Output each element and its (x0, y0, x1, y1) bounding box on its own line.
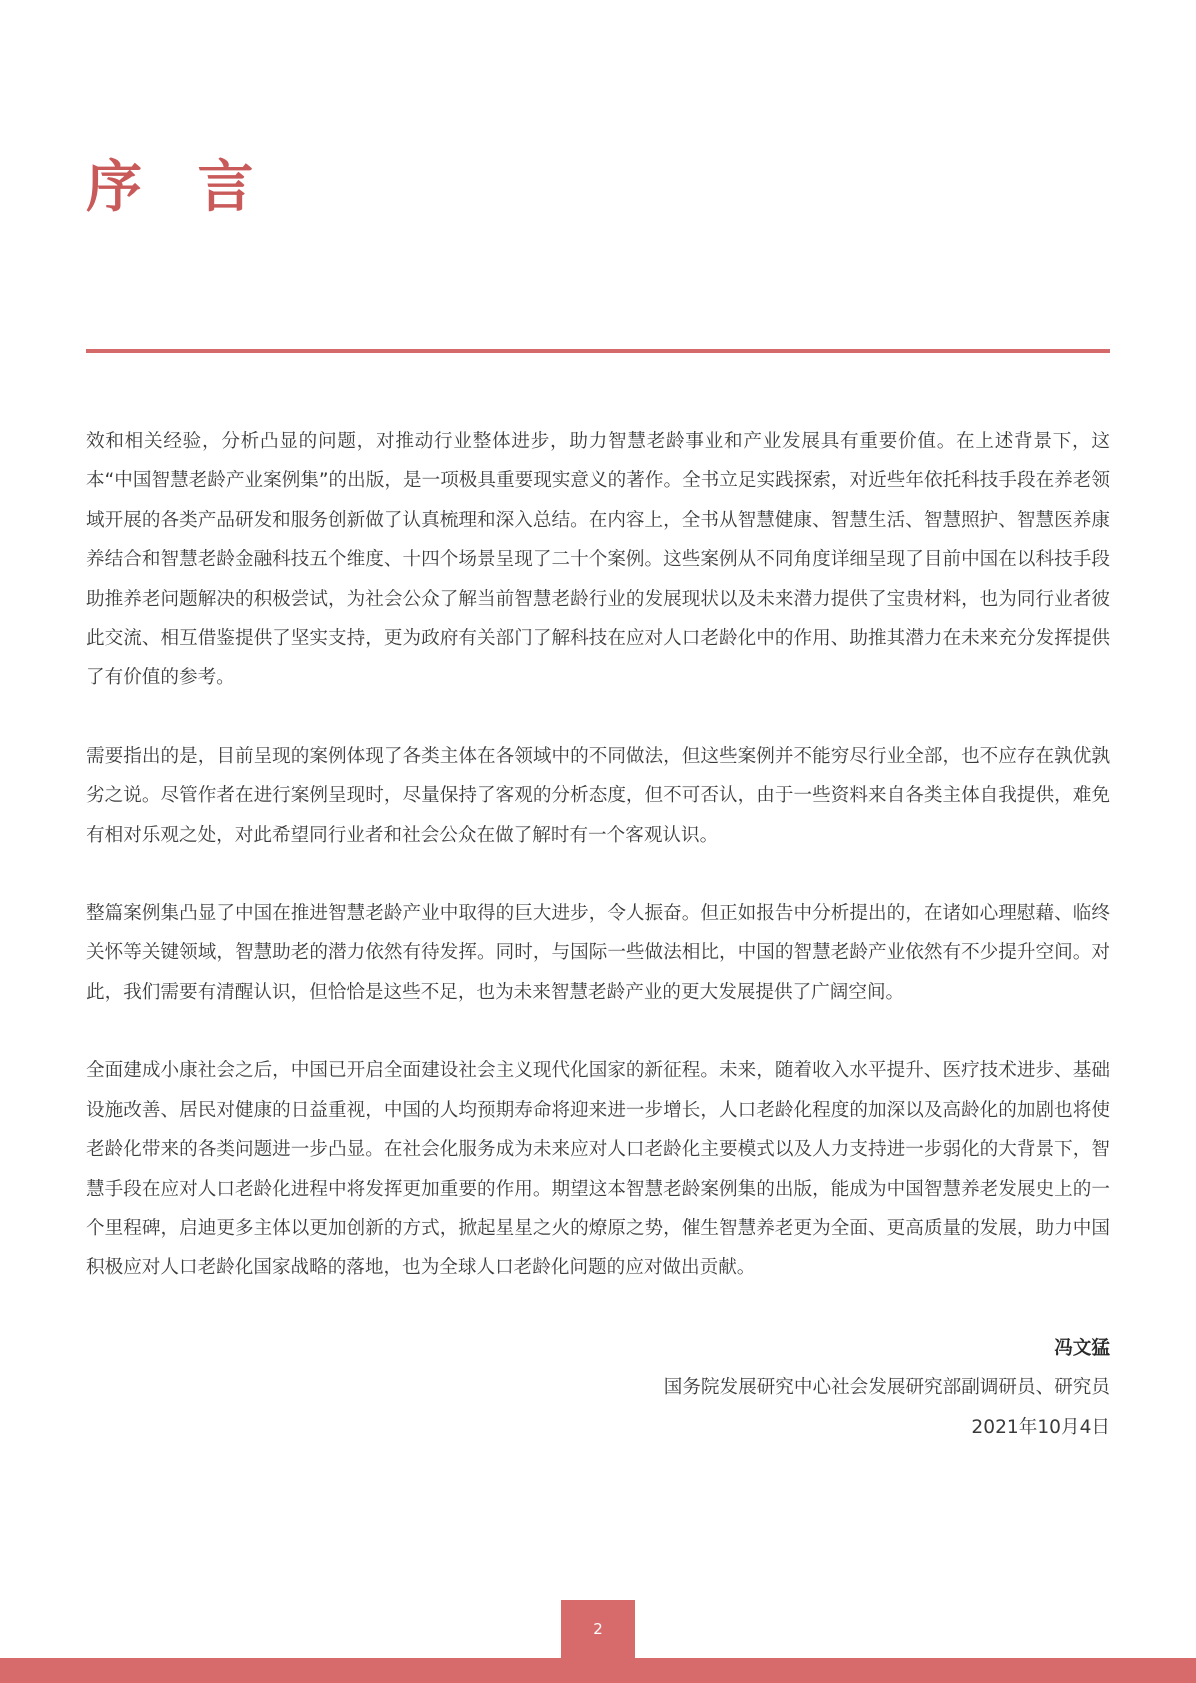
author-name: 冯文猛 (1054, 1338, 1110, 1359)
page-number-badge (561, 1600, 635, 1658)
paragraph-1: 效和相关经验，分析凸显的问题，对推动行业整体进步，助力智慧老龄事业和产业发展具有重要价值。在上述背景下，这本“中国智慧老龄产业案例集”的出版，是一项极具重要现实意义的著作。全书立足实践探索，对近些年依托科技手段在养老领域开展的各类产品研发和服务创新做了认真梳理和深入总结。在内容上，全书从智慧健康、智慧生活、智慧照护、智慧医养康养结合和智慧老龄金融科技五个维度、十四个场景呈现了二十个案例。这些案例从不同角度详细呈现了目前中国在以科技手段助推养老问题解决的积极尝试，为社会公众了解当前智慧老龄行业的发展现状以及未来潜力提供了宝贵材料，也为同行业者彼此交流、相互借鉴提供了坚实支持，更为政府有关部门了解科技在应对人口老龄化中的作用、助推其潜力在未来充分发挥提供了有价值的参考。 (86, 431, 1110, 689)
paragraph-4: 全面建成小康社会之后，中国已开启全面建设社会主义现代化国家的新征程。未来，随着收入水平提升、医疗技术进步、基础设施改善、居民对健康的日益重视，中国的人均预期寿命将迎来进一步增长，人口老龄化程度的加深以及高龄化的加剧也将使老龄化带来的各类问题进一步凸显。在社会化服务成为未来应对人口老龄化主要模式以及人力支持进一步弱化的大背景下，智慧手段在应对人口老龄化进程中将发挥更加重要的作用。期望这本智慧老龄案例集的出版，能成为中国智慧养老发展史上的一个里程碑，启迪更多主体以更加创新的方式，掀起星星之火的燎原之势，催生智慧养老更为全面、更高质量的发展，助力中国积极应对人口老龄化国家战略的落地，也为全球人口老龄化问题的应对做出贡献。 (86, 1060, 1110, 1279)
footer-bar (0, 1658, 1196, 1683)
page-number: 2 (593, 1620, 603, 1638)
author-affiliation: 国务院发展研究中心社会发展研究部副调研员、研究员 (663, 1377, 1110, 1399)
paragraph-3: 整篇案例集凸显了中国在推进智慧老龄产业中取得的巨大进步，令人振奋。但正如报告中分析提出的，在诸如心理慰藉、临终关怀等关键领域，智慧助老的潜力依然有待发挥。同时，与国际一些做法相比，中国的智慧老龄产业依然有不少提升空间。对此，我们需要有清醒认识，但恰恰是这些不足，也为未来智慧老龄产业的更大发展提供了广阔空间。 (86, 903, 1110, 1003)
title-divider (86, 349, 1110, 353)
paragraph-2: 需要指出的是，目前呈现的案例体现了各类主体在各领域中的不同做法，但这些案例并不能穷尽行业全部，也不应存在孰优孰劣之说。尽管作者在进行案例呈现时，尽量保持了客观的分析态度，但不可否认，由于一些资料来自各类主体自我提供，难免有相对乐观之处，对此希望同行业者和社会公众在做了解时有一个客观认识。 (86, 745, 1110, 846)
signature-block (310, 1329, 1110, 1447)
preface-body (86, 422, 1110, 1327)
page-title: 序 言 (86, 155, 272, 220)
signature-date: 2021年10月4日 (971, 1416, 1110, 1438)
